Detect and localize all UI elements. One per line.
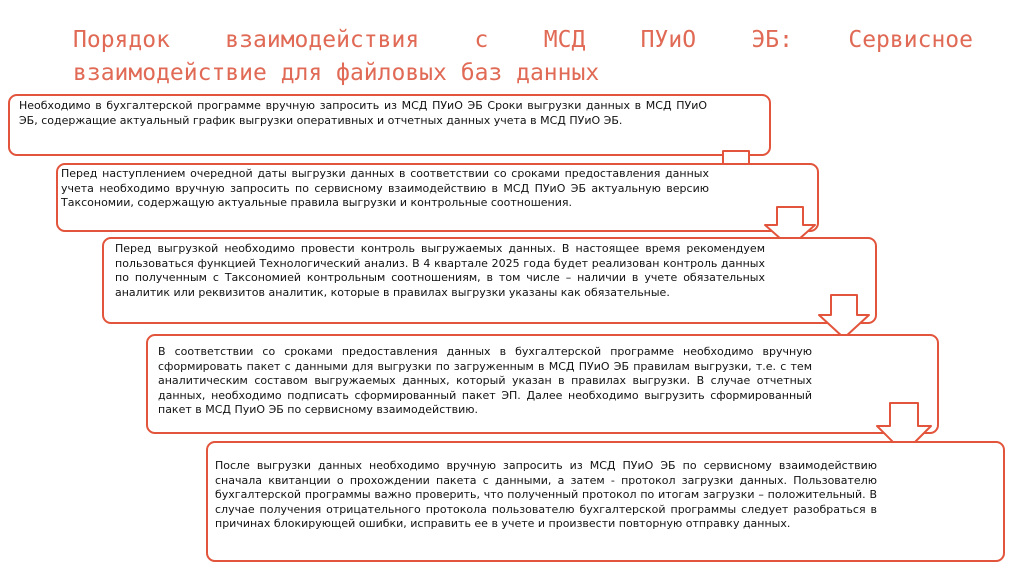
down-arrow-icon-3 xyxy=(818,294,870,339)
step-4-text: В соответствии со сроками предоставления данных в бухгалтерской программе необходимо вручную сформировать пакет с данными для выгрузки по загруженным в МСД ПУиО ЭБ правилам выгрузки, т.е. с тем аналитическим составом выгружаемых данных, который указан в правилах выгрузки. В случае отчетных данных, необходимо подписать сформированный пакет ЭП. Далее необходимо выгрузить сформированный пакет в МСД ПуиО ЭБ по сервисному взаимодействию. xyxy=(158,345,812,417)
page-title-line-1: Порядок взаимодействия с МСД ПУиО ЭБ: Сервисное xyxy=(73,27,973,53)
step-5-text: После выгрузки данных необходимо вручную запросить из МСД ПУиО ЭБ по сервисному взаимодействию сначала квитанции о прохождении пакета с данными, а затем - протокол загрузки данных. Пользователю бухгалтерской программы важно проверить, что полученный протокол по итогам загрузки – положительный. В случае получения отрицательного протокола пользователю бухгалтерской программы следует разобраться в причинах блокирующей ошибки, исправить ее в учете и произвести повторную отправку данных. xyxy=(215,459,877,531)
step-3-text: Перед выгрузкой необходимо провести контроль выгружаемых данных. В настоящее время рекомендуем пользоваться функцией Технологический анализ. В 4 квартале 2025 года будет реализован контроль данных по полученным с Таксономией контрольным соотношениям, в том числе – наличии в учете обязательных аналитик или реквизитов аналитик, которые в правилах выгрузки указаны как обязательные. xyxy=(115,242,765,299)
page-title xyxy=(73,24,973,90)
page-title-line-2: взаимодействие для файловых баз данных xyxy=(73,60,600,86)
step-1-text: Необходимо в бухгалтерской программе вручную запросить из МСД ПУиО ЭБ Сроки выгрузки данных в МСД ПУиО ЭБ, содержащие актуальный график выгрузки оперативных и отчетных данных учета в МСД ПУиО ЭБ. xyxy=(19,99,707,127)
step-2-text: Перед наступлением очередной даты выгрузки данных в соответствии со сроками предоставления данных учета необходимо вручную запросить по сервисному взаимодействию в МСД ПУиО ЭБ актуальную версию Таксономии, содержащую актуальные правила выгрузки и контрольные соотношения. xyxy=(61,167,709,210)
